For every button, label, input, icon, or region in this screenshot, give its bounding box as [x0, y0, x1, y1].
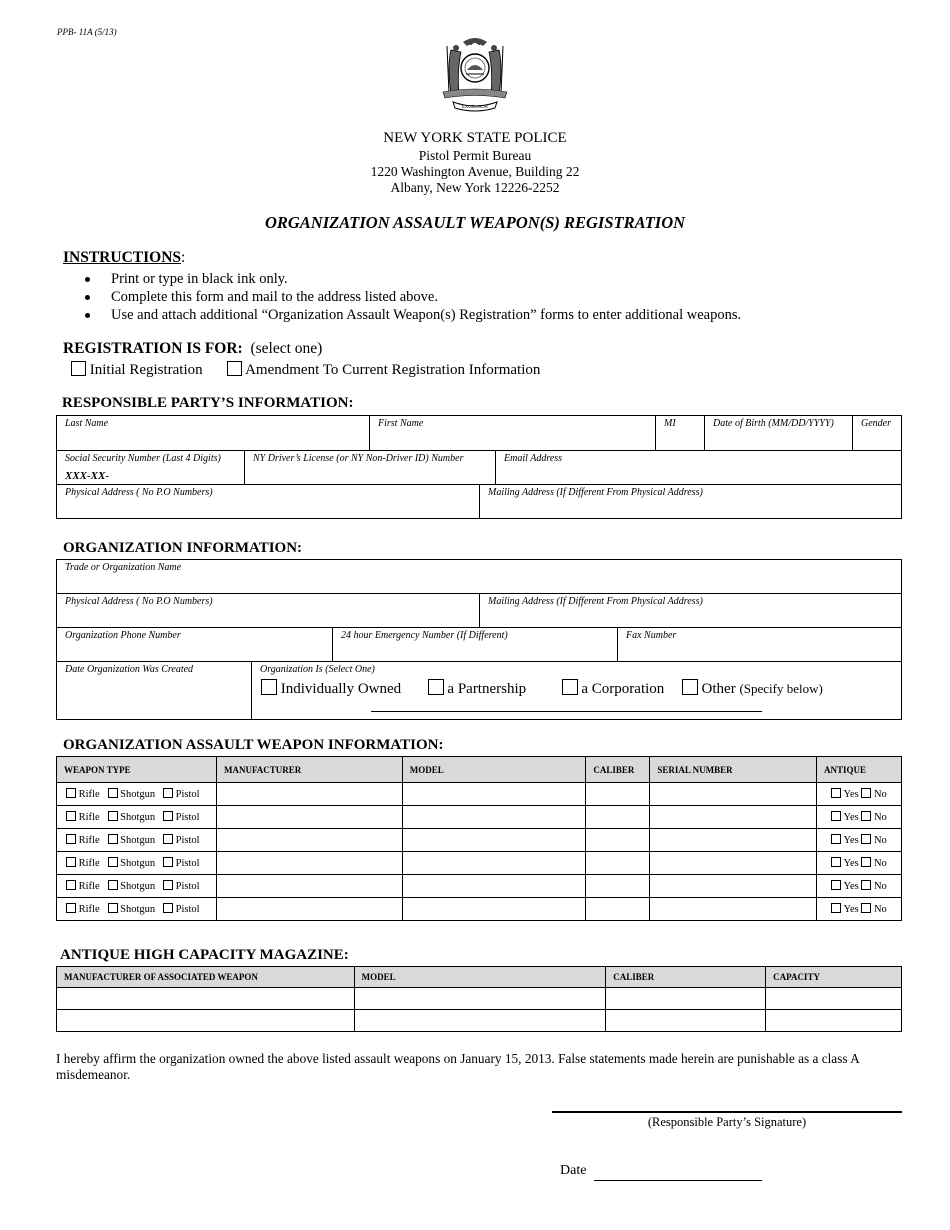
weapon-row: [57, 829, 902, 852]
pistol-checkbox[interactable]: [163, 811, 173, 821]
weapon-type-cell: Rifle Shotgun Pistol: [57, 898, 217, 921]
caliber-cell[interactable]: [586, 783, 650, 806]
first-name-field[interactable]: First Name: [370, 416, 656, 451]
weapon-row: [57, 898, 902, 921]
manufacturer-cell[interactable]: [216, 829, 402, 852]
antique-yes-checkbox[interactable]: [831, 880, 841, 890]
weapon-row: [57, 783, 902, 806]
caliber-cell[interactable]: [586, 898, 650, 921]
mag-caliber-cell[interactable]: [606, 1010, 766, 1032]
amendment-checkbox[interactable]: [227, 361, 242, 376]
address-line-1: 1220 Washington Avenue, Building 22: [370, 164, 580, 179]
antique-yes-checkbox[interactable]: [831, 834, 841, 844]
amendment-label: Amendment To Current Registration Information: [245, 362, 541, 378]
antique-header: ANTIQUE: [817, 757, 902, 783]
magazine-heading: ANTIQUE HIGH CAPACITY MAGAZINE:: [60, 947, 349, 963]
pistol-checkbox[interactable]: [163, 788, 173, 798]
shotgun-checkbox[interactable]: [108, 880, 118, 890]
weapon-row: [57, 875, 902, 898]
model-header: MODEL: [402, 757, 586, 783]
ssn-field[interactable]: Social Security Number (Last 4 Digits) XXX-XX-: [57, 451, 245, 485]
manufacturer-header: MANUFACTURER: [216, 757, 402, 783]
signature-label: (Responsible Party’s Signature): [647, 1115, 807, 1129]
gender-field[interactable]: Gender: [853, 416, 901, 451]
model-cell[interactable]: [402, 783, 586, 806]
manufacturer-cell[interactable]: [216, 875, 402, 898]
responsible-party-box: [56, 415, 902, 519]
dob-field[interactable]: Date of Birth (MM/DD/YYYY): [705, 416, 853, 451]
signature-line[interactable]: [552, 1111, 902, 1113]
serial-number-cell[interactable]: [650, 829, 817, 852]
instruction-item: Print or type in black ink only.: [83, 270, 741, 288]
rifle-checkbox[interactable]: [66, 880, 76, 890]
model-cell[interactable]: [402, 806, 586, 829]
caliber-header: CALIBER: [586, 757, 650, 783]
initial-registration-label: Initial Registration: [89, 362, 203, 378]
mag-manufacturer-cell[interactable]: [57, 988, 355, 1010]
serial-number-header: SERIAL NUMBER: [650, 757, 817, 783]
instruction-item: Complete this form and mail to the address listed above.: [83, 288, 741, 306]
rifle-checkbox[interactable]: [66, 788, 76, 798]
instructions-list: [83, 270, 741, 324]
magazine-table-header: [57, 967, 902, 988]
mag-model-header: MODEL: [354, 967, 606, 988]
initial-registration-checkbox[interactable]: [71, 361, 86, 376]
last-name-field[interactable]: Last Name: [57, 416, 370, 451]
serial-number-cell[interactable]: [650, 783, 817, 806]
weapon-info-heading: ORGANIZATION ASSAULT WEAPON INFORMATION:: [63, 737, 444, 753]
magazine-table: [56, 966, 902, 1032]
manufacturer-cell[interactable]: [216, 852, 402, 875]
instructions-heading: INSTRUCTIONS:: [63, 249, 186, 266]
antique-cell: Yes No: [817, 806, 902, 829]
antique-cell: Yes No: [817, 875, 902, 898]
affirmation-text: I hereby affirm the organization owned the above listed assault weapons on January 15, 2013. False statements made herein are punishable as a class A misdemeanor.: [56, 1051, 860, 1082]
shotgun-checkbox[interactable]: [108, 857, 118, 867]
model-cell[interactable]: [402, 829, 586, 852]
mag-caliber-header: CALIBER: [606, 967, 766, 988]
weapon-table: [56, 756, 902, 921]
caliber-cell[interactable]: [586, 806, 650, 829]
mag-model-cell[interactable]: [354, 988, 606, 1010]
date-line[interactable]: [594, 1180, 762, 1181]
antique-yes-checkbox[interactable]: [831, 788, 841, 798]
corporation-checkbox[interactable]: [562, 679, 578, 695]
rifle-checkbox[interactable]: [66, 903, 76, 913]
caliber-cell[interactable]: [586, 829, 650, 852]
mag-caliber-cell[interactable]: [606, 988, 766, 1010]
mailing-address-field[interactable]: Mailing Address (If Different From Physical Address): [488, 487, 703, 498]
magazine-row: [57, 1010, 902, 1032]
svg-text:EXCELSIOR: EXCELSIOR: [462, 104, 488, 109]
state-seal-icon: [433, 36, 517, 114]
bullet-icon: [85, 313, 90, 318]
bullet-icon: [85, 295, 90, 300]
antique-cell: Yes No: [817, 829, 902, 852]
pistol-checkbox[interactable]: [163, 880, 173, 890]
email-field[interactable]: Email Address: [496, 451, 901, 485]
caliber-cell[interactable]: [586, 875, 650, 898]
mag-manufacturer-cell[interactable]: [57, 1010, 355, 1032]
rifle-checkbox[interactable]: [66, 834, 76, 844]
date-created-field[interactable]: Date Organization Was Created: [57, 662, 252, 719]
partnership-checkbox[interactable]: [428, 679, 444, 695]
mag-capacity-cell[interactable]: [766, 988, 902, 1010]
antique-cell: Yes No: [817, 852, 902, 875]
instruction-item: Use and attach additional “Organization Assault Weapon(s) Registration” forms to enter additional weapons.: [83, 306, 741, 324]
antique-no-checkbox[interactable]: [861, 880, 871, 890]
form-code: PPB- 11A (5/13): [57, 27, 117, 37]
mag-model-cell[interactable]: [354, 1010, 606, 1032]
address-line-2: Albany, New York 12226-2252: [390, 180, 560, 195]
antique-yes-checkbox[interactable]: [831, 903, 841, 913]
mag-manufacturer-header: MANUFACTURER OF ASSOCIATED WEAPON: [57, 967, 355, 988]
shotgun-checkbox[interactable]: [108, 903, 118, 913]
antique-no-checkbox[interactable]: [861, 903, 871, 913]
serial-number-cell[interactable]: [650, 898, 817, 921]
organization-box: [56, 559, 902, 720]
weapon-type-header: WEAPON TYPE: [57, 757, 217, 783]
pistol-checkbox[interactable]: [163, 903, 173, 913]
weapon-type-cell: Rifle Shotgun Pistol: [57, 806, 217, 829]
org-mailing-address-field[interactable]: Mailing Address (If Different From Physical Address): [480, 594, 901, 628]
registration-options: [71, 361, 540, 379]
antique-no-checkbox[interactable]: [861, 857, 871, 867]
antique-no-checkbox[interactable]: [861, 788, 871, 798]
bureau-name: Pistol Permit Bureau: [418, 148, 532, 163]
weapon-row: [57, 806, 902, 829]
pistol-checkbox[interactable]: [163, 857, 173, 867]
shotgun-checkbox[interactable]: [108, 834, 118, 844]
antique-yes-checkbox[interactable]: [831, 857, 841, 867]
organization-heading: ORGANIZATION INFORMATION:: [63, 540, 303, 556]
form-title: ORGANIZATION ASSAULT WEAPON(S) REGISTRATION: [264, 213, 686, 232]
model-cell[interactable]: [402, 852, 586, 875]
organization-type-field: Organization Is (Select One) Individually Owned a Partnership a Corporation Other (Specify below): [252, 662, 901, 719]
license-field[interactable]: NY Driver’s License (or NY Non-Driver ID) Number: [245, 451, 496, 485]
weapon-type-cell: Rifle Shotgun Pistol: [57, 852, 217, 875]
manufacturer-cell[interactable]: [216, 783, 402, 806]
model-cell[interactable]: [402, 898, 586, 921]
serial-number-cell[interactable]: [650, 875, 817, 898]
emergency-number-field[interactable]: 24 hour Emergency Number (If Different): [333, 628, 618, 662]
serial-number-cell[interactable]: [650, 806, 817, 829]
bullet-icon: [85, 277, 90, 282]
other-specify-line[interactable]: [371, 711, 762, 712]
trade-name-field[interactable]: Trade or Organization Name: [57, 560, 901, 594]
date-label: Date: [560, 1163, 587, 1178]
physical-address-field[interactable]: Physical Address ( No P.O Numbers): [57, 485, 480, 518]
weapon-type-cell: Rifle Shotgun Pistol: [57, 829, 217, 852]
weapon-table-header: [57, 757, 902, 783]
model-cell[interactable]: [402, 875, 586, 898]
agency-name: NEW YORK STATE POLICE: [383, 130, 567, 146]
org-physical-address-field[interactable]: Physical Address ( No P.O Numbers): [57, 594, 480, 628]
manufacturer-cell[interactable]: [216, 898, 402, 921]
individually-owned-checkbox[interactable]: [261, 679, 277, 695]
antique-cell: Yes No: [817, 783, 902, 806]
serial-number-cell[interactable]: [650, 852, 817, 875]
mag-capacity-header: CAPACITY: [766, 967, 902, 988]
antique-cell: Yes No: [817, 898, 902, 921]
responsible-party-heading: RESPONSIBLE PARTY’S INFORMATION:: [62, 395, 354, 411]
mi-field[interactable]: MI: [656, 416, 705, 451]
weapon-type-cell: Rifle Shotgun Pistol: [57, 783, 217, 806]
manufacturer-cell[interactable]: [216, 806, 402, 829]
pistol-checkbox[interactable]: [163, 834, 173, 844]
org-phone-field[interactable]: Organization Phone Number: [57, 628, 333, 662]
shotgun-checkbox[interactable]: [108, 788, 118, 798]
ssn-prefix: XXX-XX-: [65, 470, 110, 482]
weapon-row: [57, 852, 902, 875]
caliber-cell[interactable]: [586, 852, 650, 875]
antique-yes-checkbox[interactable]: [831, 811, 841, 821]
registration-heading: REGISTRATION IS FOR: (select one): [63, 340, 323, 357]
rifle-checkbox[interactable]: [66, 811, 76, 821]
rifle-checkbox[interactable]: [66, 857, 76, 867]
mag-capacity-cell[interactable]: [766, 1010, 902, 1032]
weapon-type-cell: Rifle Shotgun Pistol: [57, 875, 217, 898]
shotgun-checkbox[interactable]: [108, 811, 118, 821]
fax-field[interactable]: Fax Number: [618, 628, 901, 662]
antique-no-checkbox[interactable]: [861, 811, 871, 821]
magazine-row: [57, 988, 902, 1010]
other-checkbox[interactable]: [682, 679, 698, 695]
antique-no-checkbox[interactable]: [861, 834, 871, 844]
